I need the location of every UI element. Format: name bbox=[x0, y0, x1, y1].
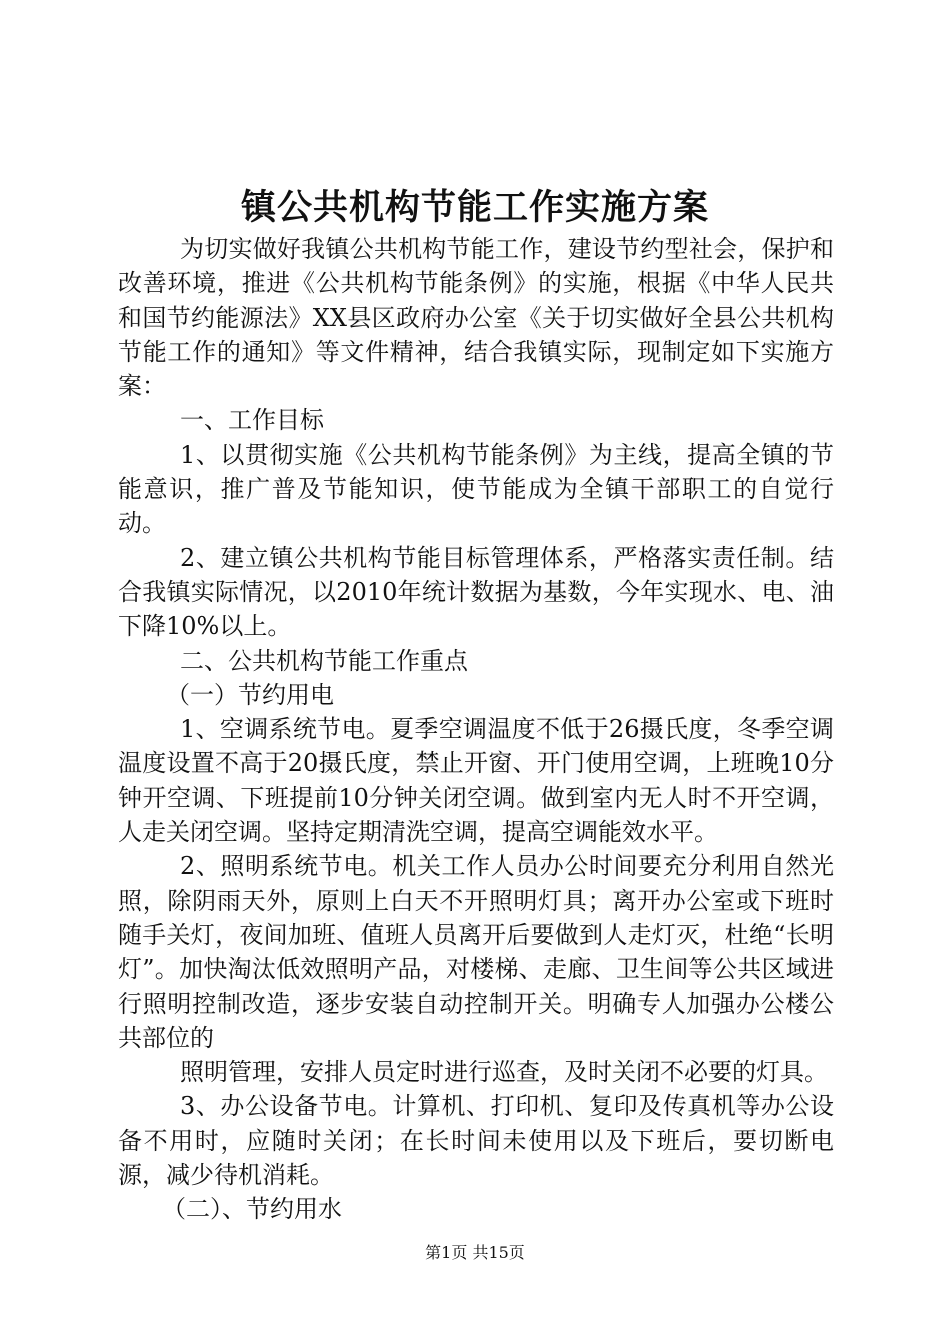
electricity-paragraph-1: 1、空调系统节电。夏季空调温度不低于26摄氏度，冬季空调温度设置不高于20摄氏度，禁止开窗、开门使用空调，上班晚10分钟开空调、下班提前10分钟关闭空调。做到室内无人时不开空调，人走关闭空调。坚持定期清洗空调，提高空调能效水平。 bbox=[118, 715, 834, 847]
electricity-paragraph-3: 3、办公设备节电。计算机、打印机、复印及传真机等办公设备不用时，应随时关闭；在长时间未使用以及下班后，要切断电源，减少待机消耗。 bbox=[118, 1092, 834, 1190]
electricity-paragraph-2: 2、照明系统节电。机关工作人员办公时间要充分利用自然光照，除阴雨天外，原则上白天不开照明灯具；离开办公室或下班时随手关灯，夜间加班、值班人员离开后要做到人走灯灭，杜绝“长明灯”。加快淘汰低效照明产品，对楼梯、走廊、卫生间等公共区域进行照明控制改造，逐步安装自动控制开关。明确专人加强办公楼公共部位的 bbox=[118, 852, 834, 1052]
document-title: 镇公共机构节能工作实施方案 bbox=[240, 187, 709, 228]
page-footer: 第1页 共15页 bbox=[425, 1243, 525, 1262]
subsection-heading-electricity: （一）节约用电 bbox=[166, 680, 334, 709]
document-body bbox=[118, 232, 834, 1227]
electricity-paragraph-2-cont: 照明管理，安排人员定时进行巡查，及时关闭不必要的灯具。 bbox=[180, 1058, 828, 1087]
subsection-heading-water: （二）、节约用水 bbox=[162, 1195, 342, 1224]
section-heading-focus: 二、公共机构节能工作重点 bbox=[180, 646, 468, 675]
goal-paragraph-1: 1、以贯彻实施《公共机构节能条例》为主线，提高全镇的节能意识，推广普及节能知识，使节能成为全镇干部职工的自觉行动。 bbox=[118, 440, 834, 538]
section-heading-goals: 一、工作目标 bbox=[180, 406, 324, 435]
goal-paragraph-2: 2、建立镇公共机构节能目标管理体系，严格落实责任制。结合我镇实际情况，以2010年统计数据为基数，今年实现水、电、油下降10%以上。 bbox=[118, 543, 834, 641]
intro-paragraph: 为切实做好我镇公共机构节能工作，建设节约型社会，保护和改善环境，推进《公共机构节能条例》的实施，根据《中华人民共和国节约能源法》XX县区政府办公室《关于切实做好全县公共机构节能工作的通知》等文件精神，结合我镇实际，现制定如下实施方案： bbox=[118, 235, 834, 401]
